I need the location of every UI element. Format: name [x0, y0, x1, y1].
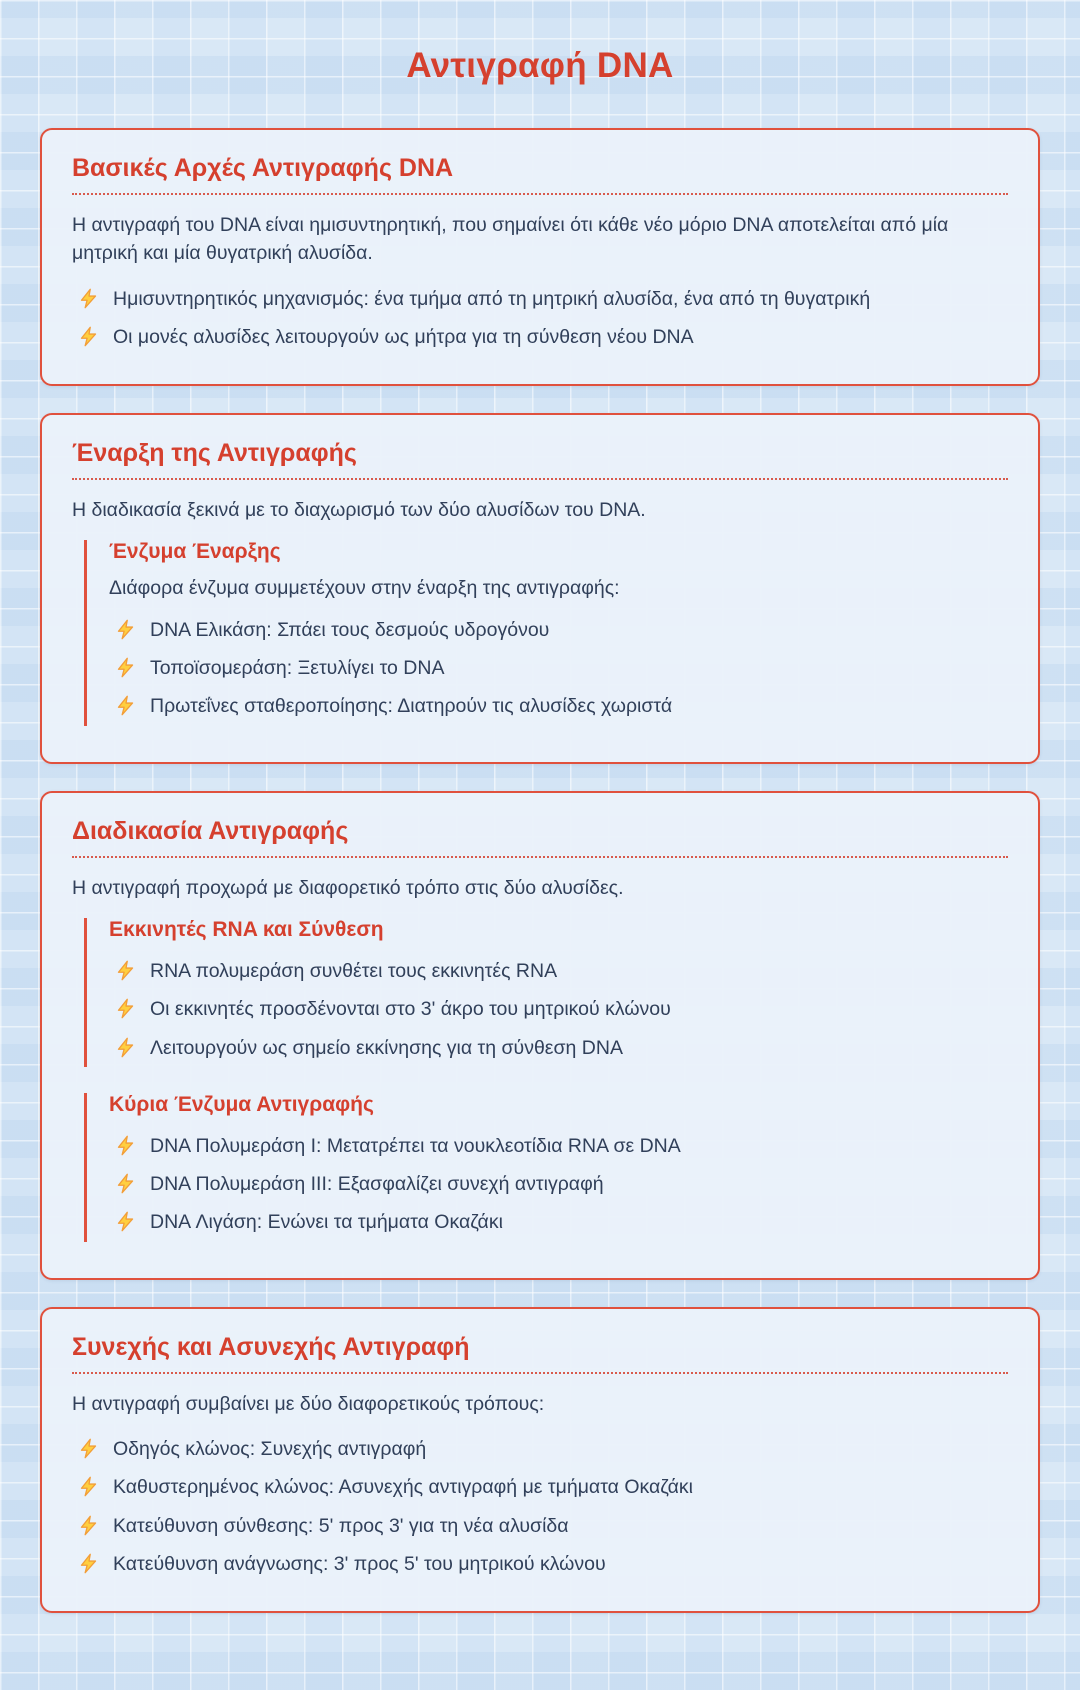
- section-heading: Έναρξη της Αντιγραφής: [72, 439, 1008, 480]
- bullet-text: DNA Ελικάση: Σπάει τους δεσμούς υδρογόνου: [150, 618, 550, 641]
- subsection-intro: Διάφορα ένζυμα συμμετέχουν στην έναρξη της αντιγραφής:: [109, 577, 620, 600]
- subsection-heading: Ένζυμα Έναρξης: [109, 540, 281, 564]
- bullet-text: Τοποϊσομεράση: Ξετυλίγει το DNA: [150, 657, 445, 679]
- section-heading: Διαδικασία Αντιγραφής: [72, 817, 1008, 858]
- bullet-text: RNA πολυμεράση συνθέτει τους εκκινητές RNA: [150, 959, 558, 982]
- bullet-text: Οι εκκινητές προσδένονται στο 3' άκρο του μητρικού κλώνου: [150, 998, 671, 1021]
- lightning-bolt-icon: [115, 998, 136, 1019]
- lightning-bolt-icon: [78, 1553, 99, 1574]
- list-item: [109, 1127, 1008, 1165]
- subsection-heading: Εκκινητές RNA και Σύνθεση: [109, 917, 384, 941]
- list-item: [109, 1029, 1008, 1067]
- bullet-text: DNA Πολυμεράση III: Εξασφαλίζει συνεχή αντιγραφή: [150, 1173, 604, 1196]
- section-intro: Η αντιγραφή προχωρά με διαφορετικό τρόπο στις δύο αλυσίδες.: [72, 876, 624, 899]
- lightning-bolt-icon: [115, 960, 136, 981]
- bullet-text: Λειτουργούν ως σημείο εκκίνησης για τη σύνθεση DNA: [150, 1036, 623, 1059]
- lightning-bolt-icon: [115, 695, 136, 716]
- list-item: [109, 1165, 1008, 1203]
- lightning-bolt-icon: [115, 1211, 136, 1232]
- list-item: [109, 990, 1008, 1028]
- section-intro: Η αντιγραφή του DNA είναι ημισυντηρητική, που σημαίνει ότι κάθε νέο μόριο DNA αποτελείται από μία μητρική και μία θυγατρική αλυσίδα.: [72, 214, 949, 265]
- lightning-bolt-icon: [78, 1515, 99, 1536]
- bullet-text: Καθυστερημένος κλώνος: Ασυνεχής αντιγραφή με τμήματα Οκαζάκι: [113, 1476, 693, 1499]
- bullet-text: Οδηγός κλώνος: Συνεχής αντιγραφή: [113, 1438, 427, 1461]
- lightning-bolt-icon: [115, 657, 136, 678]
- bullet-text: Πρωτεΐνες σταθεροποίησης: Διατηρούν τις αλυσίδες χωριστά: [150, 695, 673, 718]
- subsection-heading: Κύρια Ένζυμα Αντιγραφής: [109, 1092, 374, 1116]
- bullet-text: Κατεύθυνση ανάγνωσης: 3' προς 5' του μητρικού κλώνου: [113, 1552, 606, 1575]
- bullet-list: [109, 952, 1008, 1067]
- list-item: [72, 1468, 1008, 1506]
- list-item: [109, 952, 1008, 990]
- bullet-list: [109, 1127, 1008, 1242]
- section-intro: Η αντιγραφή συμβαίνει με δύο διαφορετικούς τρόπους:: [72, 1392, 545, 1415]
- section-intro: Η διαδικασία ξεκινά με το διαχωρισμό των δύο αλυσίδων του DNA.: [72, 499, 646, 522]
- list-item: [72, 280, 1008, 318]
- bullet-text: DNA Πολυμεράση I: Μετατρέπει τα νουκλεοτίδια RNA σε DNA: [150, 1134, 681, 1157]
- bullet-text: DNA Λιγάση: Ενώνει τα τμήματα Οκαζάκι: [150, 1211, 503, 1234]
- page-title: Αντιγραφή DNA: [406, 46, 674, 85]
- notes-page: [40, 46, 1040, 1613]
- subsection-start-enzymes: [84, 540, 1008, 725]
- lightning-bolt-icon: [115, 619, 136, 640]
- subsection-rna-primers: [84, 918, 1008, 1067]
- section-replication-start: [40, 413, 1040, 763]
- list-item: [109, 649, 1008, 687]
- list-item: [72, 318, 1008, 356]
- list-item: [72, 1507, 1008, 1545]
- subsection-main-enzymes: [84, 1093, 1008, 1242]
- bullet-text: Ημισυντηρητικός μηχανισμός: ένα τμήμα από τη μητρική αλυσίδα, ένα από τη θυγατρική: [113, 287, 871, 310]
- section-continuous-discontinuous: [40, 1307, 1040, 1614]
- lightning-bolt-icon: [78, 1438, 99, 1459]
- lightning-bolt-icon: [115, 1173, 136, 1194]
- list-item: [72, 1545, 1008, 1583]
- section-basic-principles: [40, 128, 1040, 386]
- bullet-list: [72, 280, 1008, 357]
- lightning-bolt-icon: [78, 288, 99, 309]
- section-heading: Συνεχής και Ασυνεχής Αντιγραφή: [72, 1333, 1008, 1374]
- list-item: [109, 1203, 1008, 1241]
- bullet-list: [72, 1430, 1008, 1583]
- lightning-bolt-icon: [115, 1135, 136, 1156]
- bullet-text: Οι μονές αλυσίδες λειτουργούν ως μήτρα για τη σύνθεση νέου DNA: [113, 325, 694, 348]
- lightning-bolt-icon: [115, 1037, 136, 1058]
- lightning-bolt-icon: [78, 326, 99, 347]
- list-item: [109, 611, 1008, 649]
- lightning-bolt-icon: [78, 1476, 99, 1497]
- section-heading: Βασικές Αρχές Αντιγραφής DNA: [72, 154, 1008, 195]
- list-item: [72, 1430, 1008, 1468]
- bullet-list: [109, 611, 1008, 726]
- list-item: [109, 687, 1008, 725]
- bullet-text: Κατεύθυνση σύνθεσης: 5' προς 3' για τη νέα αλυσίδα: [113, 1514, 569, 1537]
- section-replication-process: [40, 791, 1040, 1280]
